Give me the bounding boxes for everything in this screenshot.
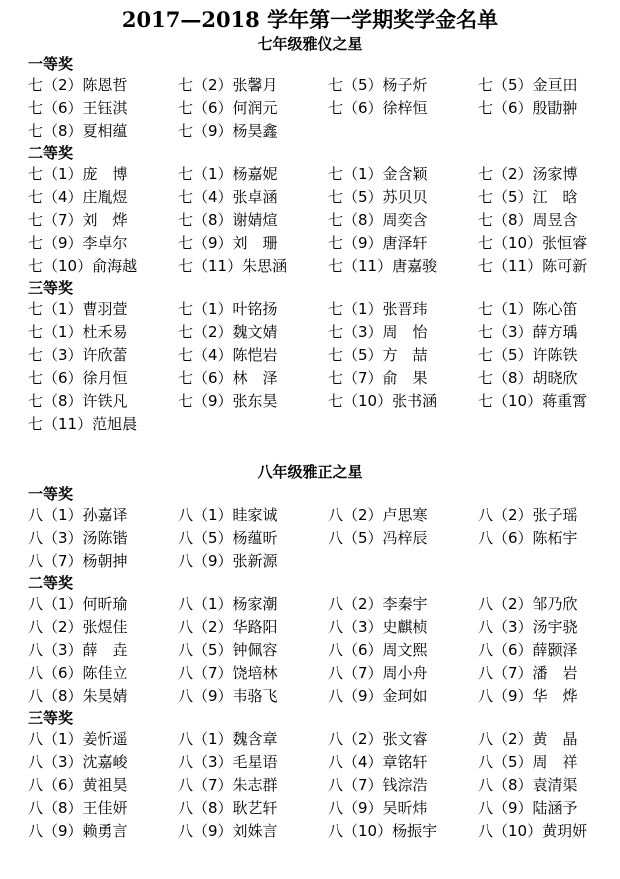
student-entry: 七（8）谢婧煊 bbox=[178, 211, 278, 229]
student-entry: 七（10）俞海越 bbox=[28, 257, 138, 275]
student-entry: 八（8）王佳妍 bbox=[28, 799, 128, 817]
award-name-grid bbox=[0, 74, 620, 143]
student-entry: 七（1）庞 博 bbox=[28, 165, 128, 183]
student-entry: 八（3）史麒桢 bbox=[328, 618, 428, 636]
student-entry: 七（6）王钰淇 bbox=[28, 99, 128, 117]
student-entry: 七（4）张卓涵 bbox=[178, 188, 278, 206]
student-entry: 八（3）薛 垚 bbox=[28, 641, 128, 659]
student-entry: 七（10）张恒睿 bbox=[478, 234, 588, 252]
student-entry: 七（1）曹羽萱 bbox=[28, 300, 128, 318]
student-entry: 八（8）袁清渠 bbox=[478, 776, 578, 794]
page-title: 2017—2018 学年第一学期奖学金名单 bbox=[121, 7, 499, 32]
student-entry: 八（3）汤陈锴 bbox=[28, 529, 128, 547]
student-entry: 七（11）唐嘉骏 bbox=[328, 257, 438, 275]
student-entry: 八（1）杨家潮 bbox=[178, 595, 278, 613]
student-entry: 八（6）周文熙 bbox=[328, 641, 428, 659]
award-name-grid bbox=[0, 593, 620, 708]
award-name-grid bbox=[0, 728, 620, 843]
student-entry: 八（9）韦骆飞 bbox=[178, 687, 278, 705]
student-entry: 八（6）黄祖昊 bbox=[28, 776, 128, 794]
grade-subtitle: 八年级雅正之星 bbox=[257, 463, 363, 481]
student-entry: 七（9）杨昊鑫 bbox=[178, 122, 278, 140]
student-entry: 七（9）张东昊 bbox=[178, 392, 278, 410]
student-entry: 八（2）张文睿 bbox=[328, 730, 428, 748]
student-entry: 八（2）张煜佳 bbox=[28, 618, 128, 636]
student-entry: 八（9）金珂如 bbox=[328, 687, 428, 705]
award-level-heading: 一等奖 bbox=[28, 485, 74, 503]
student-entry: 七（5）方 喆 bbox=[328, 346, 428, 364]
student-entry: 七（6）徐梓恒 bbox=[328, 99, 428, 117]
student-entry: 八（7）周小舟 bbox=[328, 664, 428, 682]
student-entry: 七（8）周昱含 bbox=[478, 211, 578, 229]
student-entry: 七（2）魏文婧 bbox=[178, 323, 278, 341]
student-entry: 八（5）冯梓辰 bbox=[328, 529, 428, 547]
student-entry: 八（2）卢思寒 bbox=[328, 506, 428, 524]
student-entry: 八（1）眭家诚 bbox=[178, 506, 278, 524]
student-entry: 七（6）徐月恒 bbox=[28, 369, 128, 387]
student-entry: 七（5）许陈铁 bbox=[478, 346, 578, 364]
student-entry: 七（11）范旭晨 bbox=[28, 415, 138, 433]
award-name-grid bbox=[0, 504, 620, 573]
student-entry: 八（7）钱淙浩 bbox=[328, 776, 428, 794]
student-entry: 七（7）俞 果 bbox=[328, 369, 428, 387]
student-entry: 八（6）薛颢泽 bbox=[478, 641, 578, 659]
student-entry: 八（5）钟佩容 bbox=[178, 641, 278, 659]
student-entry: 八（10）杨振宇 bbox=[328, 822, 438, 840]
student-entry: 八（9）赖勇言 bbox=[28, 822, 128, 840]
student-entry: 七（3）周 怡 bbox=[328, 323, 428, 341]
award-name-grid bbox=[0, 163, 620, 278]
student-entry: 七（8）许铁凡 bbox=[28, 392, 128, 410]
student-entry: 七（1）杨嘉妮 bbox=[178, 165, 278, 183]
student-entry: 七（2）陈恩哲 bbox=[28, 76, 128, 94]
student-entry: 七（8）周奕含 bbox=[328, 211, 428, 229]
student-entry: 七（3）许欣蕾 bbox=[28, 346, 128, 364]
student-entry: 七（9）刘 珊 bbox=[178, 234, 278, 252]
student-entry: 七（6）何润元 bbox=[178, 99, 278, 117]
student-entry: 八（9）华 烨 bbox=[478, 687, 578, 705]
grade-subtitle: 七年级雅仪之星 bbox=[257, 35, 363, 53]
student-entry: 八（7）潘 岩 bbox=[478, 664, 578, 682]
student-entry: 七（11）朱思涵 bbox=[178, 257, 288, 275]
student-entry: 八（3）沈嘉峻 bbox=[28, 753, 128, 771]
grade-section bbox=[0, 34, 620, 436]
student-entry: 八（7）朱志群 bbox=[178, 776, 278, 794]
award-level-heading: 一等奖 bbox=[28, 55, 74, 73]
student-entry: 八（9）吴昕炜 bbox=[328, 799, 428, 817]
award-name-grid bbox=[0, 298, 620, 436]
student-entry: 七（3）薛方瑀 bbox=[478, 323, 578, 341]
award-level-heading: 三等奖 bbox=[28, 279, 74, 297]
student-entry: 八（2）李秦宇 bbox=[328, 595, 428, 613]
student-entry: 七（1）叶铭扬 bbox=[178, 300, 278, 318]
student-entry: 七（1）金含颖 bbox=[328, 165, 428, 183]
student-entry: 七（5）金亘田 bbox=[478, 76, 578, 94]
student-entry: 七（6）林 泽 bbox=[178, 369, 278, 387]
student-entry: 八（9）张新源 bbox=[178, 552, 278, 570]
student-entry: 八（2）张子瑶 bbox=[478, 506, 578, 524]
student-entry: 七（4）庄胤煜 bbox=[28, 188, 128, 206]
student-entry: 八（7）杨朝抻 bbox=[28, 552, 128, 570]
student-entry: 八（5）杨蕴昕 bbox=[178, 529, 278, 547]
student-entry: 七（10）张书涵 bbox=[328, 392, 438, 410]
student-entry: 七（6）殷勖翀 bbox=[478, 99, 578, 117]
grades-container bbox=[0, 34, 620, 843]
student-entry: 七（11）陈可新 bbox=[478, 257, 588, 275]
student-entry: 七（5）苏贝贝 bbox=[328, 188, 428, 206]
student-entry: 八（2）邹乃欣 bbox=[478, 595, 578, 613]
student-entry: 七（1）陈心笛 bbox=[478, 300, 578, 318]
student-entry: 八（9）陆涵予 bbox=[478, 799, 578, 817]
student-entry: 七（5）江 晗 bbox=[478, 188, 578, 206]
award-level-heading: 三等奖 bbox=[28, 709, 74, 727]
student-entry: 八（1）姜忻遥 bbox=[28, 730, 128, 748]
student-entry: 八（2）黄 晶 bbox=[478, 730, 578, 748]
student-entry: 八（8）耿艺轩 bbox=[178, 799, 278, 817]
student-entry: 七（2）张馨月 bbox=[178, 76, 278, 94]
student-entry: 七（1）张晋玮 bbox=[328, 300, 428, 318]
student-entry: 七（8）胡晓欣 bbox=[478, 369, 578, 387]
award-level-heading: 二等奖 bbox=[28, 144, 74, 162]
student-entry: 七（5）杨子炘 bbox=[328, 76, 428, 94]
student-entry: 八（8）朱昊婧 bbox=[28, 687, 128, 705]
student-entry: 八（10）黄玥妍 bbox=[478, 822, 588, 840]
student-entry: 八（3）汤宇骁 bbox=[478, 618, 578, 636]
student-entry: 八（6）陈佳立 bbox=[28, 664, 128, 682]
student-entry: 七（1）杜禾易 bbox=[28, 323, 128, 341]
student-entry: 七（9）唐泽轩 bbox=[328, 234, 428, 252]
student-entry: 七（8）夏相蕴 bbox=[28, 122, 128, 140]
student-entry: 八（6）陈柘宇 bbox=[478, 529, 578, 547]
student-entry: 七（9）李卓尔 bbox=[28, 234, 128, 252]
student-entry: 七（10）蒋重霄 bbox=[478, 392, 588, 410]
student-entry: 七（2）汤家博 bbox=[478, 165, 578, 183]
student-entry: 八（9）刘姝言 bbox=[178, 822, 278, 840]
student-entry: 八（5）周 祥 bbox=[478, 753, 578, 771]
student-entry: 七（7）刘 烨 bbox=[28, 211, 128, 229]
student-entry: 八（4）章铭轩 bbox=[328, 753, 428, 771]
grade-section bbox=[0, 462, 620, 843]
award-level-heading: 二等奖 bbox=[28, 574, 74, 592]
student-entry: 八（2）华路阳 bbox=[178, 618, 278, 636]
student-entry: 八（1）孙嘉译 bbox=[28, 506, 128, 524]
student-entry: 七（4）陈恺岩 bbox=[178, 346, 278, 364]
student-entry: 八（1）魏含章 bbox=[178, 730, 278, 748]
student-entry: 八（1）何昕瑜 bbox=[28, 595, 128, 613]
student-entry: 八（7）饶培林 bbox=[178, 664, 278, 682]
student-entry: 八（3）毛星语 bbox=[178, 753, 278, 771]
